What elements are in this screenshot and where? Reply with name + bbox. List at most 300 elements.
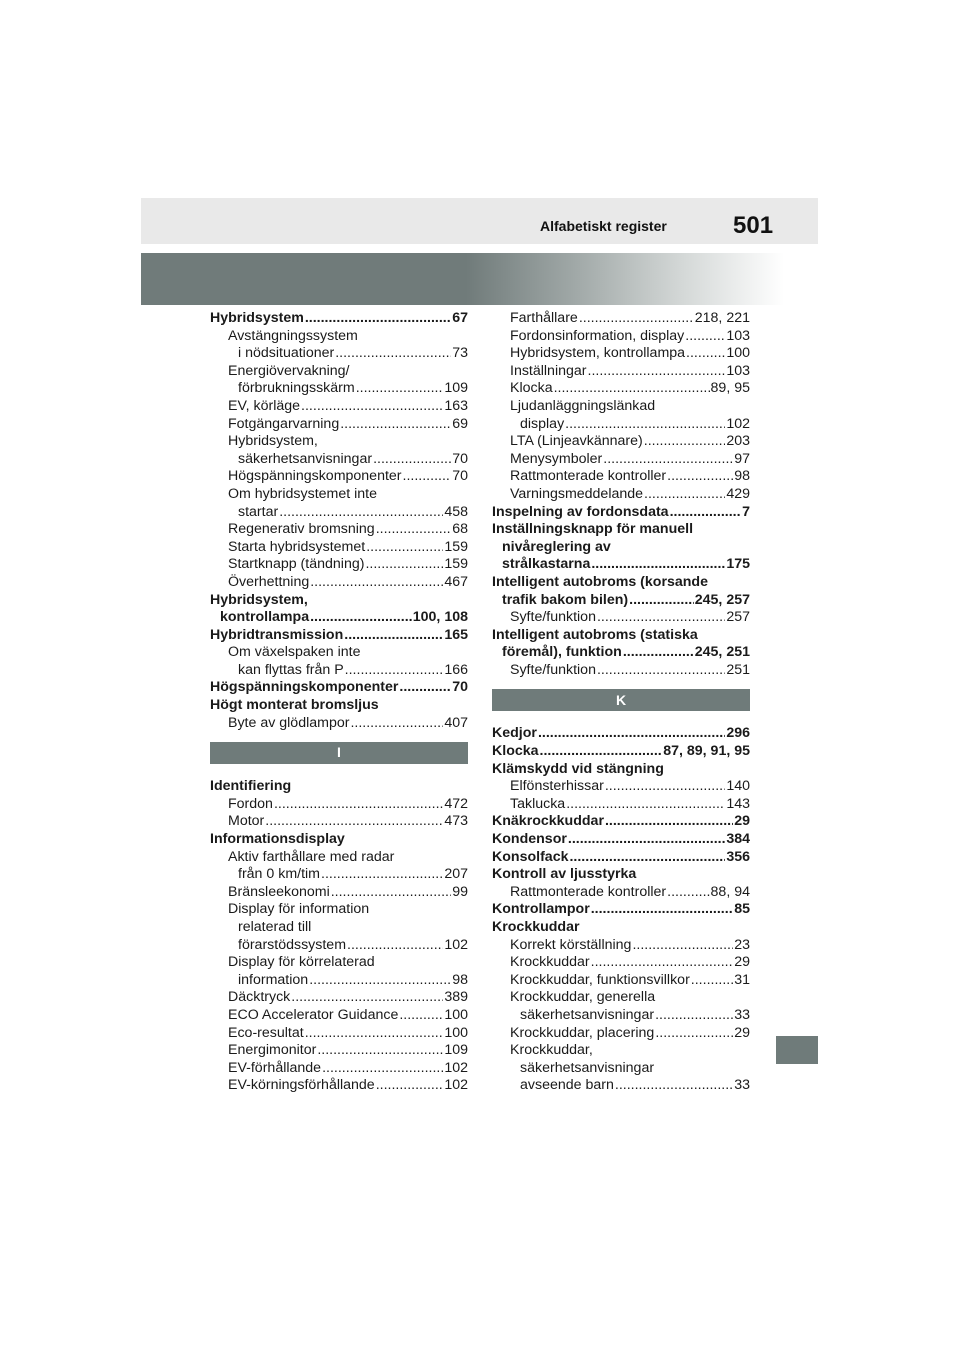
entry-page-ref[interactable]: 100: [726, 345, 750, 362]
entry-label: display: [520, 415, 565, 432]
entry-page-ref[interactable]: 407: [444, 714, 468, 731]
leader-dots: [579, 310, 694, 328]
leader-dots: [538, 725, 725, 743]
leader-dots: [310, 609, 412, 627]
entry-label: Display för körrelaterad: [228, 954, 375, 971]
index-entry: [492, 725, 750, 743]
leader-dots: [274, 796, 443, 814]
leader-dots: [667, 884, 709, 902]
entry-label: Kedjor: [492, 725, 537, 742]
entry-list: [492, 310, 750, 679]
index-column-right: [492, 310, 750, 1095]
index-entry: [210, 521, 468, 539]
entry-page-ref[interactable]: 467: [444, 573, 468, 590]
entry-page-ref[interactable]: 70: [452, 468, 468, 485]
entry-list: [492, 725, 750, 1094]
entry-label: Krockkuddar,: [510, 1042, 593, 1059]
entry-page-ref[interactable]: 296: [726, 725, 750, 742]
entry-label: strålkastarna: [502, 556, 591, 573]
entry-label: Däcktryck: [228, 989, 291, 1006]
index-entry: [492, 644, 750, 662]
entry-label: Byte av glödlampor: [228, 714, 350, 731]
leader-dots: [331, 884, 451, 902]
entry-page-ref[interactable]: 73: [452, 345, 468, 362]
entry-label: Högt monterat bromsljus: [210, 697, 379, 714]
entry-page-ref[interactable]: 473: [444, 813, 468, 830]
entry-page-ref[interactable]: 88, 94: [710, 883, 750, 900]
entry-label: Informationsdisplay: [210, 831, 345, 848]
leader-dots: [667, 468, 733, 486]
index-entry: [210, 433, 468, 451]
index-entry: [210, 1060, 468, 1078]
header-bar: [141, 198, 818, 244]
entry-page-ref[interactable]: 159: [444, 556, 468, 573]
index-entry: [210, 345, 468, 363]
entry-list: [210, 778, 468, 1095]
index-entry: [210, 380, 468, 398]
entry-page-ref[interactable]: 257: [726, 609, 750, 626]
leader-dots: [568, 831, 725, 849]
leader-dots: [366, 539, 443, 557]
entry-page-ref[interactable]: 23: [734, 936, 750, 953]
index-entry: [210, 644, 468, 662]
entry-label: Konsolfack: [492, 848, 569, 865]
index-entry: [210, 556, 468, 574]
entry-label: Överhettning: [228, 573, 310, 590]
entry-page-ref[interactable]: 109: [444, 1042, 468, 1059]
entry-label: startar: [238, 503, 279, 520]
leader-dots: [644, 433, 726, 451]
entry-label: avseende barn: [520, 1077, 614, 1094]
index-entry: [492, 398, 750, 416]
leader-dots: [265, 813, 443, 831]
entry-page-ref[interactable]: 218, 221: [694, 310, 750, 326]
index-entry: [492, 574, 750, 592]
entry-label: förbrukningsskärm: [238, 380, 355, 397]
index-entry: [210, 1007, 468, 1025]
index-entry: [210, 813, 468, 831]
leader-dots: [309, 972, 451, 990]
entry-label: trafik bakom bilen): [502, 591, 629, 608]
entry-label: Energimonitor: [228, 1042, 317, 1059]
entry-label: Fordon: [228, 795, 273, 812]
leader-dots: [565, 416, 725, 434]
entry-label: Motor: [228, 813, 265, 830]
leader-dots: [623, 644, 694, 662]
entry-label: Knäkrockkuddar: [492, 813, 604, 830]
entry-page-ref[interactable]: 89, 95: [710, 380, 750, 397]
leader-dots: [686, 345, 725, 363]
entry-page-ref[interactable]: 143: [726, 795, 750, 812]
entry-label: Eco-resultat: [228, 1024, 304, 1041]
entry-label: Kondensor: [492, 831, 567, 848]
entry-page-ref[interactable]: 29: [734, 1024, 750, 1041]
header-title: Alfabetiskt register: [540, 218, 667, 234]
entry-label: Avstängningssystem: [228, 327, 358, 344]
entry-page-ref[interactable]: 166: [444, 661, 468, 678]
index-entry: [210, 662, 468, 680]
index-entry: [492, 1060, 750, 1078]
entry-label: föremål), funktion: [502, 644, 622, 661]
entry-label: säkerhetsanvisningar: [238, 450, 373, 467]
index-entry: [210, 486, 468, 504]
entry-page-ref[interactable]: 389: [444, 989, 468, 1006]
entry-page-ref[interactable]: 100: [444, 1024, 468, 1041]
entry-label: Om växelspaken inte: [228, 644, 361, 661]
leader-dots: [399, 679, 451, 697]
entry-label: Kontrollampor: [492, 901, 590, 918]
entry-label: EV-körningsförhållande: [228, 1077, 375, 1094]
index-entry: [492, 813, 750, 831]
index-entry: [210, 715, 468, 733]
entry-page-ref[interactable]: 99: [452, 883, 468, 900]
entry-page-ref[interactable]: 85: [734, 901, 750, 918]
entry-page-ref[interactable]: 100: [444, 1006, 468, 1023]
entry-page-ref[interactable]: 207: [444, 866, 468, 883]
leader-dots: [317, 1042, 443, 1060]
entry-page-ref[interactable]: 245, 251: [694, 644, 750, 661]
entry-page-ref[interactable]: 87, 89, 91, 95: [663, 743, 750, 760]
entry-page-ref[interactable]: 429: [726, 485, 750, 502]
leader-dots: [403, 468, 452, 486]
index-entry: [492, 486, 750, 504]
index-entry: [492, 416, 750, 434]
entry-page-ref[interactable]: 29: [734, 954, 750, 971]
page-number: 501: [733, 212, 774, 239]
entry-label: Högspänningskomponenter: [210, 679, 399, 696]
entry-page-ref[interactable]: 102: [726, 415, 750, 432]
leader-dots: [373, 451, 451, 469]
leader-dots: [566, 796, 725, 814]
entry-label: Hybridsystem, kontrollampa: [510, 345, 686, 362]
leader-dots: [685, 328, 725, 346]
entry-page-ref[interactable]: 165: [444, 626, 468, 643]
decorative-band: [141, 253, 818, 305]
leader-dots: [632, 937, 733, 955]
index-entry: [210, 1077, 468, 1095]
leader-dots: [644, 486, 725, 504]
index-entry: [492, 954, 750, 972]
index-entry: [492, 662, 750, 680]
entry-page-ref[interactable]: 33: [734, 1077, 750, 1094]
entry-label: Krockkuddar: [492, 919, 580, 935]
index-entry: [492, 849, 750, 867]
leader-dots: [347, 937, 443, 955]
index-entry: [492, 743, 750, 761]
entry-label: Startknapp (tändning): [228, 556, 365, 573]
index-entry: [492, 592, 750, 610]
leader-dots: [591, 901, 733, 919]
entry-page-ref[interactable]: 472: [444, 795, 468, 812]
entry-page-ref[interactable]: 31: [734, 971, 750, 988]
entry-page-ref[interactable]: 175: [726, 556, 750, 573]
entry-label: Ljudanläggningslänkad: [510, 397, 656, 414]
entry-label: Krockkuddar: [510, 954, 590, 971]
index-entry: [210, 989, 468, 1007]
index-entry: [492, 310, 750, 328]
leader-dots: [365, 556, 443, 574]
index-entry: [492, 1042, 750, 1060]
leader-dots: [597, 662, 725, 680]
leader-dots: [540, 743, 663, 761]
entry-page-ref[interactable]: 458: [444, 503, 468, 520]
index-entry: [210, 539, 468, 557]
entry-page-ref[interactable]: 97: [734, 450, 750, 467]
entry-page-ref[interactable]: 384: [726, 831, 750, 848]
leader-dots: [605, 778, 725, 796]
index-entry: [492, 919, 750, 937]
entry-page-ref[interactable]: 70: [452, 450, 468, 467]
entry-label: förarstödssystem: [238, 936, 347, 953]
leader-dots: [376, 1077, 444, 1095]
leader-dots: [335, 345, 451, 363]
leader-dots: [376, 521, 452, 539]
entry-label: Display för information: [228, 901, 370, 918]
entry-label: Intelligent autobroms (korsande: [492, 573, 708, 590]
leader-dots: [344, 627, 443, 645]
entry-page-ref[interactable]: 159: [444, 538, 468, 555]
entry-label: Varningsmeddelande: [510, 485, 644, 502]
leader-dots: [291, 989, 443, 1007]
index-entry: [210, 468, 468, 486]
entry-label: Syfte/funktion: [510, 609, 596, 626]
entry-label: från 0 km/tim: [238, 866, 320, 883]
index-entry: [210, 627, 468, 645]
index-entry: [492, 761, 750, 779]
entry-label: Om hybridsystemet inte: [228, 485, 378, 502]
entry-label: EV, körläge: [228, 397, 301, 414]
entry-page-ref[interactable]: 356: [726, 848, 750, 865]
leader-dots: [605, 813, 733, 831]
index-entry: [492, 328, 750, 346]
leader-dots: [569, 849, 725, 867]
entry-label: nivåreglering av: [502, 538, 611, 555]
entry-page-ref[interactable]: 33: [734, 1006, 750, 1023]
entry-label: Fordonsinformation, display: [510, 327, 685, 344]
index-entry: [210, 504, 468, 522]
index-entry: [492, 989, 750, 1007]
index-entry: [210, 849, 468, 867]
leader-dots: [310, 574, 443, 592]
leader-dots: [629, 592, 694, 610]
entry-page-ref[interactable]: 29: [734, 813, 750, 830]
index-entry: [492, 778, 750, 796]
entry-label: Inställningar: [510, 362, 587, 379]
entry-label: Inspelning av fordonsdata: [492, 503, 669, 520]
entry-page-ref[interactable]: 245, 257: [694, 591, 750, 608]
entry-page-ref[interactable]: 102: [444, 1059, 468, 1076]
leader-dots: [670, 504, 742, 522]
leader-dots: [279, 504, 443, 522]
entry-page-ref[interactable]: 251: [726, 661, 750, 678]
index-entry: [492, 627, 750, 645]
index-column-left: [210, 310, 468, 1095]
leader-dots: [691, 972, 733, 990]
entry-label: ECO Accelerator Guidance: [228, 1006, 399, 1023]
index-entry: [492, 556, 750, 574]
entry-label: Krockkuddar, generella: [510, 989, 656, 1006]
index-entry: [210, 451, 468, 469]
entry-label: Hybridsystem: [210, 310, 304, 326]
entry-label: Farthållare: [510, 310, 578, 326]
entry-label: Rattmonterade kontroller: [510, 468, 667, 485]
leader-dots: [305, 1025, 444, 1043]
entry-label: information: [238, 971, 309, 988]
index-entry: [210, 901, 468, 919]
section-letter-bar: K: [492, 689, 750, 711]
entry-label: Syfte/funktion: [510, 661, 596, 678]
entry-label: relaterad till: [238, 919, 312, 935]
entry-label: Bränsleekonomi: [228, 883, 330, 900]
entry-page-ref[interactable]: 102: [444, 936, 468, 953]
leader-dots: [345, 662, 444, 680]
index-entry: [210, 884, 468, 902]
index-entry: [210, 831, 468, 849]
index-entry: [492, 866, 750, 884]
leader-dots: [655, 1007, 733, 1025]
index-entry: [492, 363, 750, 381]
entry-page-ref[interactable]: 103: [726, 327, 750, 344]
entry-label: Aktiv farthållare med radar: [228, 848, 395, 865]
leader-dots: [321, 866, 443, 884]
entry-label: Hybridtransmission: [210, 626, 344, 643]
entry-label: Starta hybridsystemet: [228, 538, 366, 555]
index-entry: [210, 796, 468, 814]
index-entry: [492, 884, 750, 902]
leader-dots: [554, 380, 710, 398]
entry-page-ref[interactable]: 203: [726, 433, 750, 450]
entry-label: Elfönsterhissar: [510, 778, 604, 795]
index-entry: [492, 345, 750, 363]
entry-list: [210, 310, 468, 732]
entry-page-ref[interactable]: 98: [452, 971, 468, 988]
entry-label: Intelligent autobroms (statiska: [492, 626, 698, 643]
leader-dots: [350, 715, 443, 733]
index-entry: [210, 592, 468, 610]
entry-page-ref[interactable]: 67: [452, 310, 468, 326]
leader-dots: [591, 556, 725, 574]
index-entry: [492, 1077, 750, 1095]
index-entry: [210, 416, 468, 434]
index-entry: [210, 697, 468, 715]
leader-dots: [322, 1060, 443, 1078]
leader-dots: [588, 363, 726, 381]
entry-label: Inställningsknapp för manuell: [492, 521, 694, 538]
index-entry: [210, 574, 468, 592]
entry-page-ref[interactable]: 68: [452, 521, 468, 538]
entry-page-ref[interactable]: 163: [444, 397, 468, 414]
entry-page-ref[interactable]: 70: [452, 679, 468, 696]
leader-dots: [356, 380, 444, 398]
index-entry: [210, 310, 468, 328]
entry-label: Klämskydd vid stängning: [492, 760, 664, 777]
index-entry: [492, 972, 750, 990]
entry-label: säkerhetsanvisningar: [520, 1059, 655, 1076]
entry-label: Energiövervakning/: [228, 362, 350, 379]
index-entry: [492, 901, 750, 919]
index-entry: [492, 521, 750, 539]
entry-label: Taklucka: [510, 795, 566, 812]
entry-label: Krockkuddar, placering: [510, 1024, 655, 1041]
section-thumb-tab: [776, 1036, 818, 1064]
entry-page-ref[interactable]: 7: [742, 503, 750, 520]
entry-label: Menysymboler: [510, 450, 603, 467]
index-entry: [210, 398, 468, 416]
entry-label: kan flyttas från P: [238, 661, 344, 678]
entry-label: LTA (Linjeavkännare): [510, 433, 643, 450]
leader-dots: [597, 609, 725, 627]
index-entry: [210, 919, 468, 937]
entry-label: Kontroll av ljusstyrka: [492, 866, 637, 883]
index-entry: [210, 328, 468, 346]
entry-label: Högspänningskomponenter: [228, 468, 402, 485]
entry-label: Identifiering: [210, 778, 292, 795]
index-entry: [210, 1042, 468, 1060]
leader-dots: [399, 1007, 443, 1025]
entry-label: Rattmonterade kontroller: [510, 883, 667, 900]
entry-page-ref[interactable]: 103: [726, 362, 750, 379]
entry-label: Krockkuddar, funktionsvillkor: [510, 971, 690, 988]
index-entry: [210, 1025, 468, 1043]
index-entry: [492, 831, 750, 849]
index-entry: [492, 1007, 750, 1025]
entry-page-ref[interactable]: 98: [734, 468, 750, 485]
section-letter-bar: I: [210, 742, 468, 764]
index-entry: [210, 609, 468, 627]
entry-label: Regenerativ bromsning: [228, 521, 375, 538]
index-entry: [492, 380, 750, 398]
index-entry: [210, 972, 468, 990]
entry-label: Fotgängarvarning: [228, 415, 340, 432]
index-entry: [492, 796, 750, 814]
index-entry: [210, 679, 468, 697]
entry-label: Klocka: [510, 380, 553, 397]
index-entry: [210, 954, 468, 972]
index-entry: [492, 451, 750, 469]
entry-page-ref[interactable]: 100, 108: [412, 609, 468, 626]
entry-label: Korrekt körställning: [510, 936, 632, 953]
entry-label: säkerhetsanvisningar: [520, 1006, 655, 1023]
entry-label: i nödsituationer: [238, 345, 335, 362]
index-entry: [210, 778, 468, 796]
entry-label: Klocka: [492, 743, 539, 760]
leader-dots: [305, 310, 451, 328]
index-entry: [492, 468, 750, 486]
leader-dots: [591, 954, 734, 972]
index-entry: [492, 937, 750, 955]
entry-label: EV-förhållande: [228, 1059, 322, 1076]
index-entry: [492, 1025, 750, 1043]
leader-dots: [655, 1025, 733, 1043]
entry-page-ref[interactable]: 69: [452, 415, 468, 432]
index-entry: [492, 609, 750, 627]
entry-page-ref[interactable]: 140: [726, 778, 750, 795]
leader-dots: [301, 398, 443, 416]
index-entry: [492, 539, 750, 557]
entry-page-ref[interactable]: 102: [444, 1077, 468, 1094]
entry-page-ref[interactable]: 109: [444, 380, 468, 397]
index-entry: [210, 937, 468, 955]
index-entry: [210, 363, 468, 381]
entry-label: Hybridsystem,: [228, 433, 318, 450]
leader-dots: [615, 1077, 733, 1095]
index-entry: [492, 433, 750, 451]
index-entry: [492, 504, 750, 522]
leader-dots: [603, 451, 733, 469]
entry-label: kontrollampa: [220, 609, 310, 626]
entry-label: Hybridsystem,: [210, 591, 308, 608]
index-entry: [210, 866, 468, 884]
